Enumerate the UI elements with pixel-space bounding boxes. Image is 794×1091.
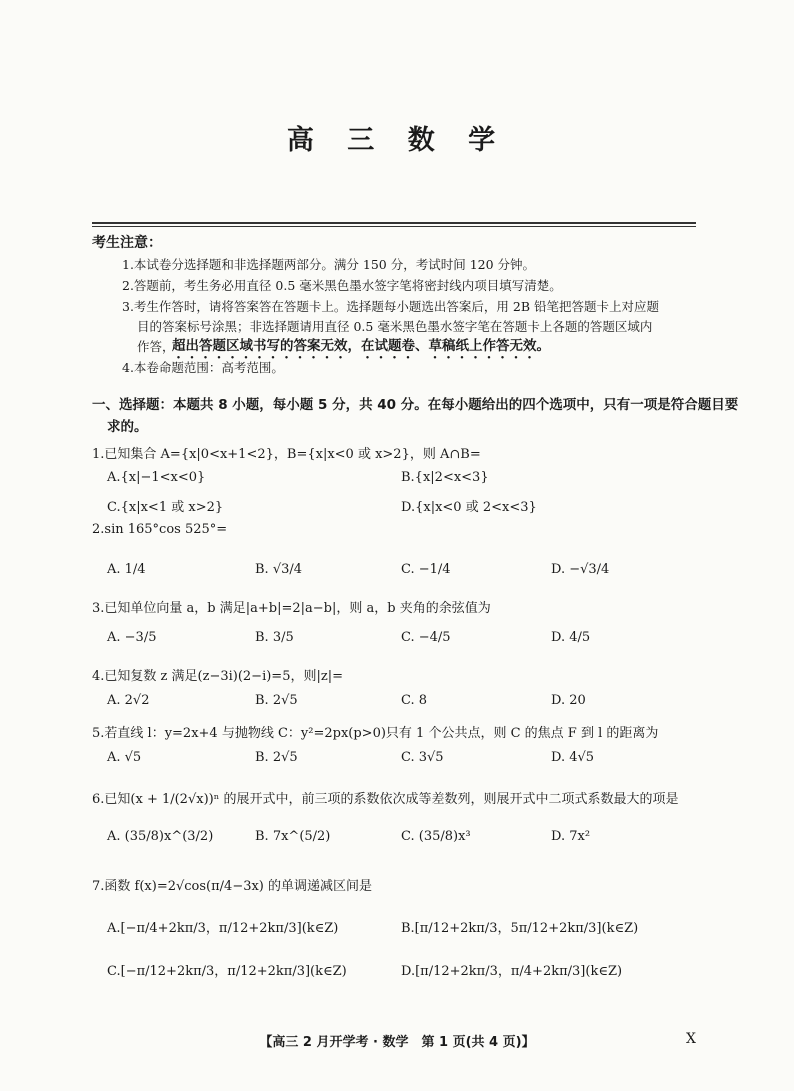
question-4-stem: 4.已知复数 z 满足(z−3i)(2−i)=5，则|z|= [92, 669, 343, 684]
q4-option-a: A. 2√2 [107, 693, 150, 708]
q6-option-b: B. 7x^(5/2) [255, 829, 331, 844]
q5-option-c: C. 3√5 [401, 750, 444, 765]
question-6-stem: 6.已知(x + 1/(2√x))ⁿ 的展开式中，前三项的系数依次成等差数列，则展开式中二项式系数最大的项是 [92, 792, 679, 807]
q6-option-d: D. 7x² [551, 829, 591, 844]
notice-heading: 考生注意： [92, 235, 162, 251]
q1-option-c: C.{x|x<1 或 x>2} [107, 500, 224, 515]
notice-item: 4.本卷命题范围：高考范围。 [122, 360, 284, 375]
q7-option-b: B.[π/12+2kπ/3，5π/12+2kπ/3](k∈Z) [401, 921, 639, 936]
header-rule-thin [92, 226, 696, 227]
page-title: 高 三 数 学 [286, 125, 508, 156]
notice-item-prefix: 作答， [137, 339, 175, 354]
q4-option-b: B. 2√5 [255, 693, 298, 708]
header-rule [92, 222, 696, 224]
q2-option-a: A. 1/4 [107, 562, 146, 577]
q1-option-b: B.{x|2<x<3} [401, 470, 489, 485]
section-heading-cont: 求的。 [107, 419, 148, 435]
q2-option-c: C. −1/4 [401, 562, 451, 577]
q7-option-c: C.[−π/12+2kπ/3，π/12+2kπ/3](k∈Z) [107, 964, 347, 979]
notice-item: 目的答案标号涂黑；非选择题请用直径 0.5 毫米黑色墨水签字笔在答题卡上各题的答题区域内 [137, 319, 653, 334]
q3-option-d: D. 4/5 [551, 630, 591, 645]
question-2-stem: 2.sin 165°cos 525°= [92, 522, 228, 537]
q2-option-b: B. √3/4 [255, 562, 303, 577]
notice-item: 2.答题前，考生务必用直径 0.5 毫米黑色墨水签字笔将密封线内项目填写清楚。 [122, 278, 562, 293]
q4-option-d: D. 20 [551, 693, 586, 708]
q5-option-a: A. √5 [107, 750, 142, 765]
question-5-stem: 5.若直线 l：y=2x+4 与抛物线 C：y²=2px(p>0)只有 1 个公共点，则 C 的焦点 F 到 l 的距离为 [92, 726, 659, 741]
q5-option-d: D. 4√5 [551, 750, 595, 765]
q3-option-a: A. −3/5 [107, 630, 157, 645]
q6-option-a: A. (35/8)x^(3/2) [107, 829, 214, 844]
question-7-stem: 7.函数 f(x)=2√cos(π/4−3x) 的单调递减区间是 [92, 879, 373, 894]
q4-option-c: C. 8 [401, 693, 428, 708]
q1-option-d: D.{x|x<0 或 2<x<3} [401, 500, 537, 515]
notice-item: 3.考生作答时，请将答案答在答题卡上。选择题每小题选出答案后，用 2B 铅笔把答题卡上对应题 [122, 299, 660, 314]
q6-option-c: C. (35/8)x³ [401, 829, 471, 844]
q7-option-a: A.[−π/4+2kπ/3，π/12+2kπ/3](k∈Z) [107, 921, 339, 936]
q1-option-a: A.{x|−1<x<0} [107, 470, 206, 485]
q5-option-b: B. 2√5 [255, 750, 298, 765]
question-1-stem: 1.已知集合 A={x|0<x+1<2}，B={x|x<0 或 x>2}，则 A∩B= [92, 447, 481, 462]
notice-item: 1.本试卷分选择题和非选择题两部分。满分 150 分，考试时间 120 分钟。 [122, 257, 536, 272]
q2-option-d: D. −√3/4 [551, 562, 610, 577]
footer-mark: X [686, 1031, 696, 1047]
q7-option-d: D.[π/12+2kπ/3，π/4+2kπ/3](k∈Z) [401, 964, 623, 979]
question-3-stem: 3.已知单位向量 a，b 满足|a+b|=2|a−b|，则 a，b 夹角的余弦值为 [92, 601, 491, 616]
notice-emphasis: 超出答题区域书写的答案无效，在试题卷、草稿纸上作答无效。 [172, 338, 550, 354]
q3-option-c: C. −4/5 [401, 630, 451, 645]
page-footer: 【高三 2 月开学考 · 数学 第 1 页(共 4 页)】 [259, 1035, 535, 1050]
section-heading: 一、选择题：本题共 8 小题，每小题 5 分，共 40 分。在每小题给出的四个选项中，只有一项是符合题目要 [92, 397, 739, 413]
q3-option-b: B. 3/5 [255, 630, 294, 645]
